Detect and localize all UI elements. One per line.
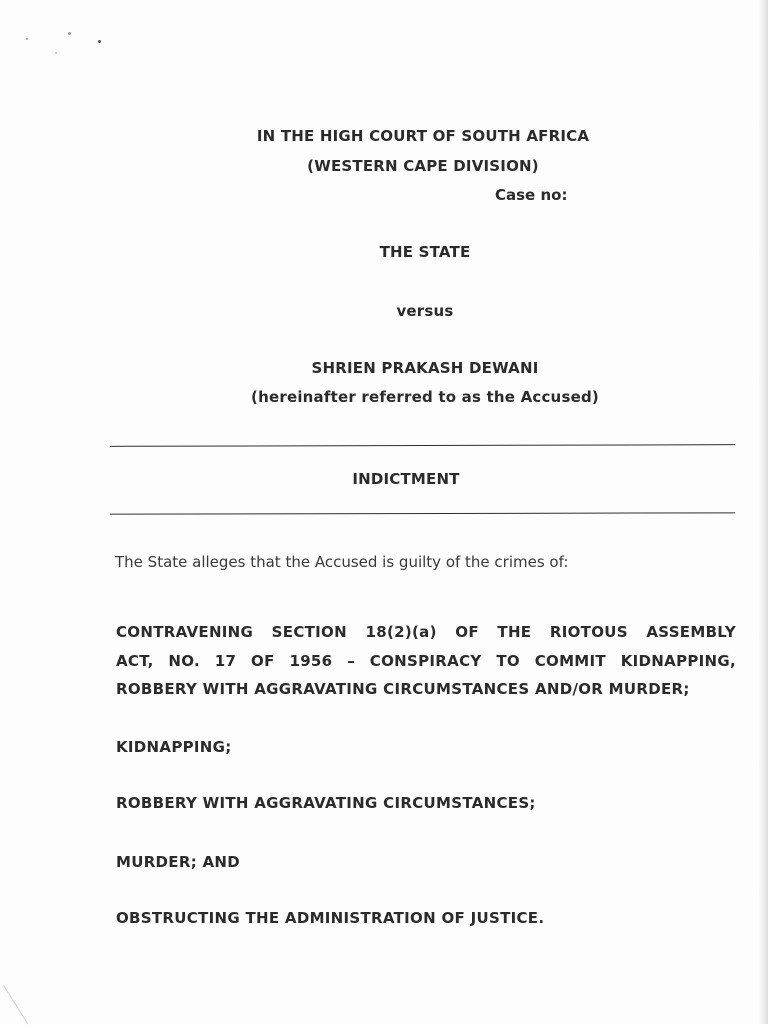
charge-line: ACT, NO. 17 OF 1956 – CONSPIRACY TO COMMIT KIDNAPPING, [116,651,736,670]
accused-name: SHRIEN PRAKASH DEWANI [311,359,539,377]
charge-line: CONTRAVENING SECTION 18(2)(a) OF THE RIOTOUS ASSEMBLY [116,623,736,641]
charge-kidnapping: KIDNAPPING; [116,738,232,756]
document-title: INDICTMENT [352,470,460,488]
charge-robbery: ROBBERY WITH AGGRAVATING CIRCUMSTANCES; [116,794,536,812]
scan-corner-mark [3,985,28,1025]
title-rule-top [110,444,735,447]
title-rule-bottom [110,512,735,514]
prosecuting-party: THE STATE [379,243,471,261]
charge-conspiracy [116,618,736,704]
charge-line: ROBBERY WITH AGGRAVATING CIRCUMSTANCES AND/OR MURDER; [116,680,690,698]
accused-note: (hereinafter referred to as the Accused) [251,388,599,406]
charge-murder: MURDER; AND [116,853,241,871]
court-division: (WESTERN CAPE DIVISION) [307,157,539,175]
scan-speck [68,32,71,35]
scan-edge-shadow [758,0,768,1024]
charge-obstruction: OBSTRUCTING THE ADMINISTRATION OF JUSTICE. [116,909,545,927]
allegation-text: The State alleges that the Accused is guilty of the crimes of: [115,553,569,571]
versus-label: versus [396,302,454,320]
scan-speck [55,52,57,54]
scan-speck [98,40,101,43]
scan-speck [26,38,28,40]
case-number-label: Case no: [495,186,568,204]
court-title: IN THE HIGH COURT OF SOUTH AFRICA [256,127,590,145]
